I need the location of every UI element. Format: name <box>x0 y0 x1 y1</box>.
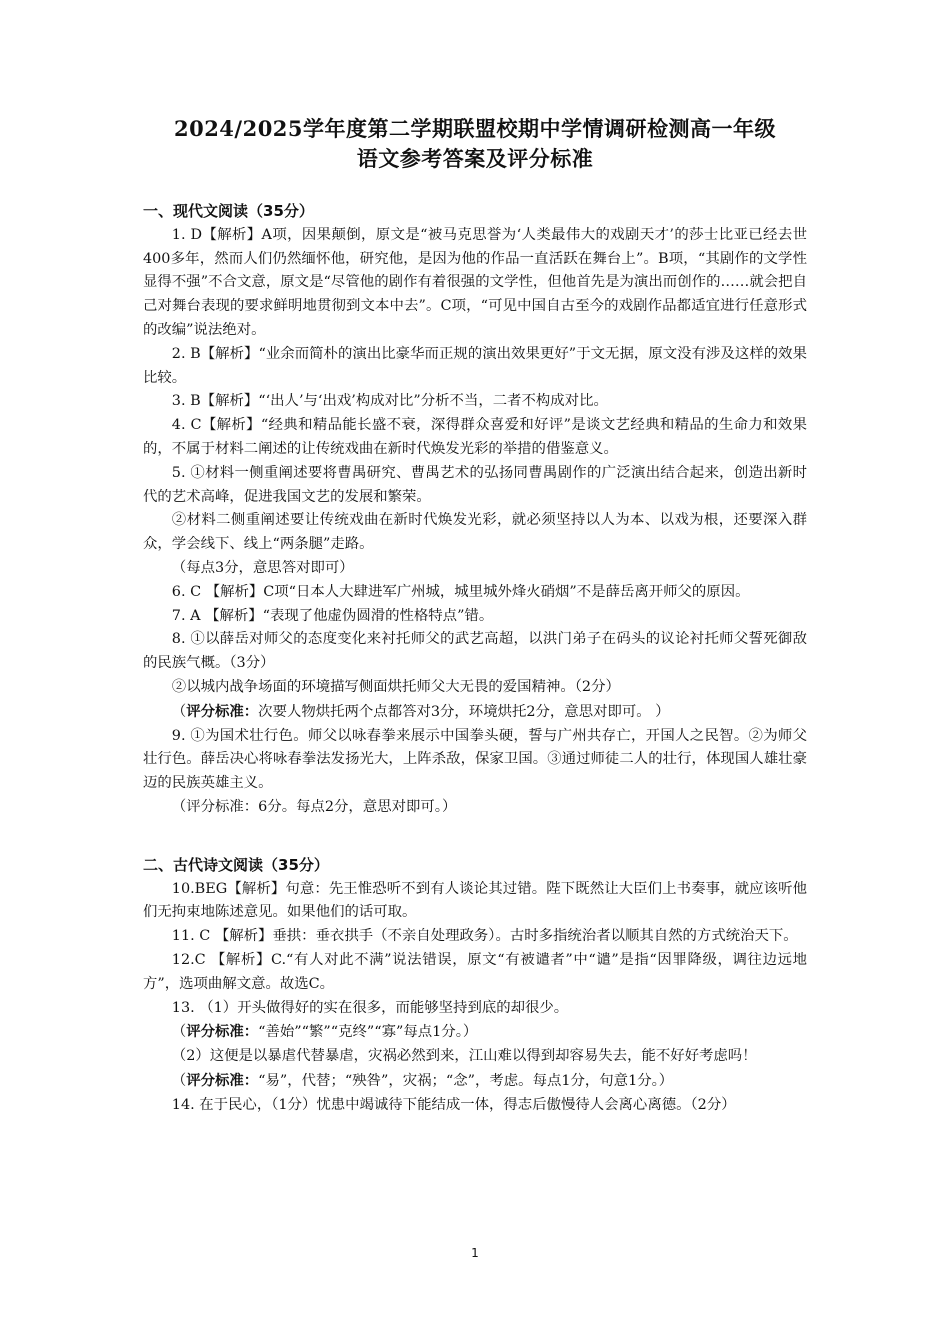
scoring-text: 次要人物烘托两个点都答对3分，环境烘托2分，意思对即可。 ） <box>258 703 670 720</box>
page-number: 1 <box>471 1246 479 1260</box>
section-heading-classical-reading: 二、古代诗文阅读（35分） <box>143 855 329 874</box>
document-subtitle: 语文参考答案及评分标准 <box>356 146 594 171</box>
answer-q9-scoring: （评分标准：6分。每点2分，意思对即可。） <box>171 798 457 815</box>
answer-q14: 14. 在于民心，（1分）忧患中竭诚待下能结成一体，得志后傲慢待人会离心离德。（2分） <box>171 1096 736 1113</box>
answer-q13-part1: 13. （1）开头做得好的实在很多，而能够坚持到底的却很少。 <box>171 999 569 1016</box>
scoring-text: “易”，代替；“殃咎”，灾祸；“念”，考虑。每点1分，句意1分。） <box>258 1072 674 1089</box>
answer-q12: 12.C 【解析】C.“有人对此不满”说法错误，原文“有被谴者”中“谴”是指“因罪降级，调往边远地方”，选项曲解文意。故选C。 <box>143 951 807 992</box>
answer-q3: 3. B【解析】“‘出人’与‘出戏’构成对比”分析不当，二者不构成对比。 <box>171 393 608 410</box>
answer-q1: 1. D【解析】A项，因果颠倒，原文是“被马克思誉为‘人类最伟大的戏剧天才’的莎士比亚已经去世400多年，然而人们仍然缅怀他，研究他，是因为他的作品一直活跃在舞台上”。B项，“其剧作的文学性显得不强”不合文意，原文是“尽管他的剧作有着很强的文学性，但他首先是为演出而创作的……就会把自己对舞台表现的要求鲜明地贯彻到文本中去”。C项，“可见中国自古至今的戏剧作品都适宜进行任意形式的改编”说法绝对。 <box>143 226 807 338</box>
scoring-label: 评分标准： <box>186 1071 259 1089</box>
answer-q8-point2: ②以城内战争场面的环境描写侧面烘托师父大无畏的爱国精神。（2分） <box>171 678 620 695</box>
answer-q11: 11. C 【解析】垂拱：垂衣拱手（不亲自处理政务）。古时多指统治者以顺其自然的方式统治天下。 <box>171 928 798 945</box>
answer-content <box>143 200 807 1117</box>
section-heading-modern-reading: 一、现代文阅读（35分） <box>143 202 314 220</box>
answer-q5-point1: 5. ①材料一侧重阐述要将曹禺研究、曹禺艺术的弘扬同曹禺剧作的广泛演出结合起来，创造出新时代的艺术高峰，促进我国文艺的发展和繁荣。 <box>143 464 807 505</box>
answer-q6: 6. C 【解析】C项“日本人大肆进军广州城，城里城外烽火硝烟”不是薛岳离开师父的原因。 <box>171 583 750 600</box>
answer-q4: 4. C【解析】“经典和精品能长盛不衰，深得群众喜爱和好评”是谈文艺经典和精品的生命力和效果的，不属于材料二阐述的让传统戏曲在新时代焕发光彩的举措的借鉴意义。 <box>143 417 807 457</box>
answer-q8-point1: 8. ①以薛岳对师父的态度变化来衬托师父的武艺高超，以洪门弟子在码头的议论衬托师父誓死御敌的民族气概。（3分） <box>143 631 807 672</box>
answer-q10: 10.BEG【解析】句意：先王惟恐听不到有人谈论其过错。陛下既然让大臣们上书奏事，就应该听他们无拘束地陈述意见。如果他们的话可取。 <box>143 880 807 921</box>
answer-q9: 9. ①为国术壮行色。师父以咏春拳来展示中国拳头硬，誓与广州共存亡，开国人之民智。②为师父壮行色。薛岳决心将咏春拳法发扬光大，上阵杀敌，保家卫国。③通过师徒二人的壮行，体现国人雄壮豪迈的民族英雄主义。 <box>143 727 807 792</box>
answer-q5-point2: ②材料二侧重阐述要让传统戏曲在新时代焕发光彩，就必须坚持以人为本、以戏为根，还要深入群众，学会线下、线上“两条腿”走路。 <box>143 512 807 553</box>
answer-q5-scoring: （每点3分，意思答对即可） <box>171 559 354 576</box>
answer-q13-part2: （2）这便是以暴虐代替暴虐，灾祸必然到来，江山难以得到却容易失去，能不好好考虑吗！ <box>171 1048 757 1065</box>
scoring-label: 评分标准： <box>186 1023 259 1041</box>
answer-q2: 2. B【解析】“业余而简朴的演出比豪华而正规的演出效果更好”于文无据，原文没有涉及这样的效果比较。 <box>143 345 807 386</box>
answer-q7: 7. A 【解析】“表现了他虚伪圆滑的性格特点”错。 <box>171 607 494 624</box>
scoring-text: “善始”“繁”“克终”“寡”每点1分。） <box>258 1024 478 1041</box>
answer-q8-scoring: （评分标准：次要人物烘托两个点都答对3分，环境烘托2分，意思对即可。 ） <box>171 702 670 720</box>
answer-q13-part1-scoring: （评分标准：“善始”“繁”“克终”“寡”每点1分。） <box>171 1023 478 1041</box>
answer-q13-part2-scoring: （评分标准：“易”，代替；“殃咎”，灾祸；“念”，考虑。每点1分，句意1分。） <box>171 1071 674 1089</box>
document-title: 2024/2025学年度第二学期联盟校期中学情调研检测高一年级 <box>173 116 777 141</box>
scoring-label: 评分标准： <box>186 702 259 720</box>
